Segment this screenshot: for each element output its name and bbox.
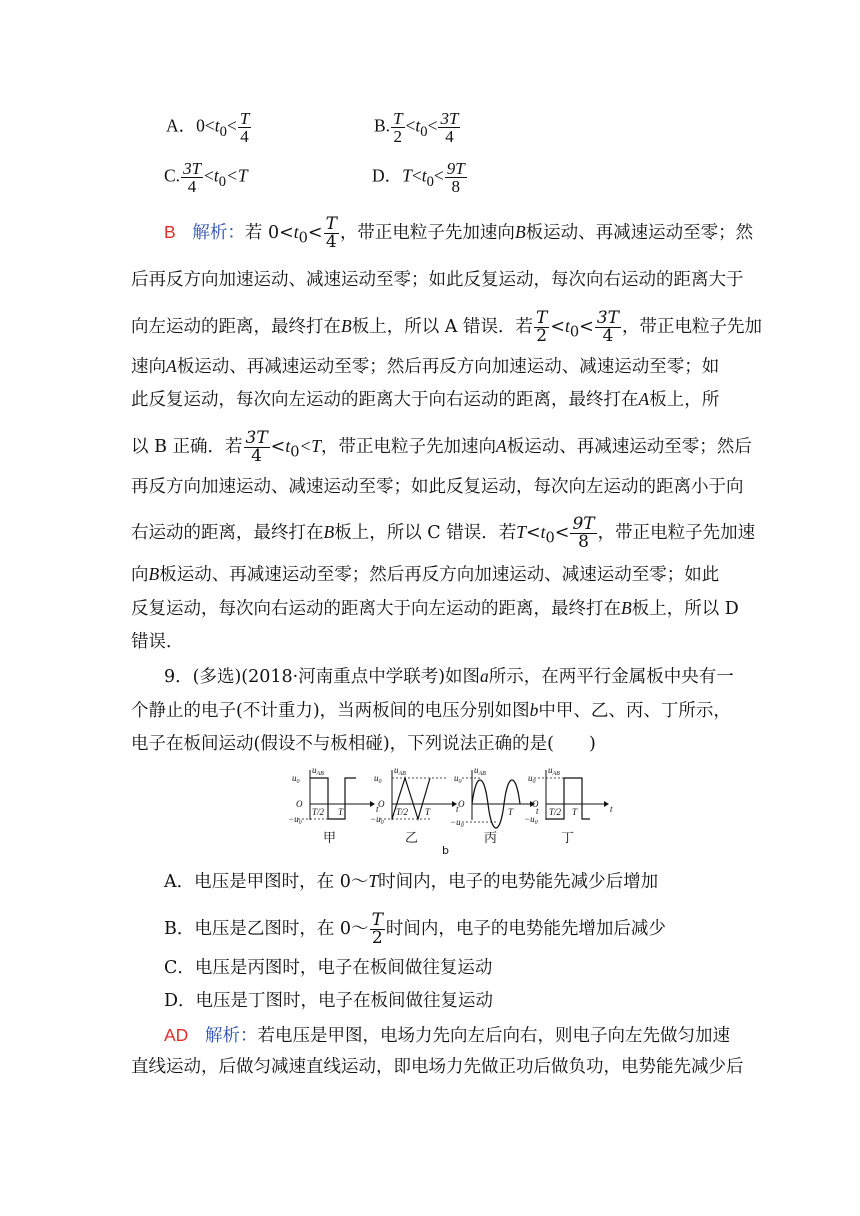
svg-text:O: O [296, 799, 303, 809]
svg-text:O: O [458, 799, 465, 809]
analysis9-line-2: 直线运动，后做匀减速直线运动，即电场力先做正功后做负功，电势能先减少后 [131, 1057, 744, 1077]
svg-text:u0: $u_0$ [528, 773, 536, 785]
svg-text:T: T [425, 807, 431, 817]
fraction: $\frac{3T}{4}$ [245, 428, 268, 466]
svg-text:t: t [610, 804, 613, 814]
svg-text:T: T [572, 807, 578, 817]
svg-text:u0: $u_0$ [292, 773, 300, 785]
svg-text:T/2: T/2 [312, 807, 325, 817]
q9-option-c: C．电压是丙图时，电子在板间做往复运动 [164, 958, 493, 978]
analysis-line-1: B 解析：若 $0<t_0<$ $\frac{T}{4}$ ，带正电粒子先加速向B板运动、再减速运动至零；然 [164, 214, 754, 252]
svg-text:u0: $u_0$ [374, 773, 382, 785]
fraction: $\frac{T}{4}$ [325, 214, 337, 252]
figure-caption: b [442, 844, 449, 857]
svg-text:T/2: T/2 [549, 807, 562, 817]
analysis-label-q9: 解析： [205, 1026, 258, 1046]
fraction: $\frac{T}{2}$ [535, 308, 548, 346]
fraction: $\frac{3T}{4}$ [596, 308, 619, 346]
analysis-line-7: 再反方向加速运动、减速运动至零；如此反复运动，每次向左运动的距离小于向 [131, 477, 744, 497]
svg-text:uAB: $u_{AB}$ [312, 765, 324, 777]
svg-text:t: t [456, 804, 459, 814]
q9-option-d: D．电压是丁图时，电子在板间做往复运动 [164, 991, 494, 1011]
graph-jia [288, 765, 379, 826]
analysis-line-4: 速向A板运动、再减速运动至零；然后再反方向加速运动、减速运动至零；如 [131, 356, 720, 377]
question-9-line-1: 9．(多选)(2018·河南重点中学联考)如图a所示，在两平行金属板中央有一 [164, 666, 734, 687]
svg-text:uAB: $u_{AB}$ [548, 765, 560, 777]
analysis-line-2: 后再反方向加速运动、减速运动至零；如此反复运动，每次向右运动的距离大于 [131, 270, 744, 290]
analysis-line-9: 向B板运动、再减速运动至零；然后再反方向加速运动、减速运动至零；如此 [131, 564, 720, 585]
q9-option-a: A．电压是甲图时，在 0～T时间内，电子的电势能先减少后增加 [164, 871, 659, 892]
analysis-line-5: 此反复运动，每次向左运动的距离大于向右运动的距离，最终打在A板上，所 [131, 389, 720, 410]
analysis-line-11: 错误． [131, 632, 184, 652]
svg-text:−u0: $-u_0$ [524, 814, 538, 826]
graph-label-jia: 甲 [323, 831, 337, 846]
analysis-line-10: 反复运动，每次向右运动的距离大于向左运动的距离，最终打在B板上，所以 D [131, 598, 739, 619]
fraction: $\frac{T}{2}$ [371, 910, 383, 948]
svg-text:O: O [532, 799, 539, 809]
svg-text:T/2: T/2 [396, 807, 409, 817]
analysis-line-3: 向左运动的距离，最终打在B板上，所以 A 错误．若 $\frac{T}{2}$ $<t_0<$ $\frac{3T}{4}$ ，带正电粒子先加 [131, 308, 762, 346]
svg-text:T: T [508, 807, 514, 817]
graph-yi [370, 765, 459, 826]
analysis-line-8: 右运动的距离，最终打在B板上，所以 C 错误．若$T<t_0<$ $\frac{9T}{8}$ ，带正电粒子先加速 [131, 514, 756, 552]
option-b: B. $\frac{T}{2}$ $<t_0<$ $\frac{3T}{4}$ [374, 109, 459, 146]
q9-option-b: B．电压是乙图时，在 0～ $\frac{T}{2}$ 时间内，电子的电势能先增加后减少 [164, 910, 666, 948]
graph-ding [524, 765, 613, 826]
fraction: $\frac{9T}{8}$ [572, 514, 595, 552]
graph-label-yi: 乙 [405, 831, 419, 846]
option-c: C. $\frac{3T}{4}$ $<t_0<T$ [164, 159, 248, 196]
fraction: $\frac{T}{4}$ [239, 109, 250, 146]
graph-label-bing: 丙 [484, 831, 498, 846]
fraction: $\frac{T}{2}$ [393, 109, 403, 146]
answer-badge: B [164, 222, 176, 242]
question-9-line-3: 电子在板间运动(假设不与板相碰)，下列说法正确的是( ) [131, 734, 596, 754]
graph-label-ding: 丁 [561, 831, 575, 846]
svg-text:uAB: $u_{AB}$ [474, 765, 486, 777]
svg-text:u0: $u_0$ [454, 773, 462, 785]
svg-text:−u0: $-u_0$ [450, 817, 464, 829]
svg-text:t: t [536, 806, 539, 816]
svg-text:−u0: $-u_0$ [370, 814, 384, 826]
figure-b [288, 764, 613, 860]
svg-text:t: t [376, 804, 379, 814]
svg-text:T: T [338, 807, 344, 817]
question-9-line-2: 个静止的电子(不计重力)，当两板间的电压分别如图b中甲、乙、丙、丁所示， [131, 700, 731, 721]
svg-text:O: O [378, 799, 385, 809]
svg-text:−u0: $-u_0$ [288, 814, 302, 826]
analysis-label: 解析： [192, 223, 245, 243]
fraction: $\frac{3T}{4}$ [440, 109, 459, 146]
analysis-line-6: 以 B 正确．若 $\frac{3T}{4}$ $<t_0<T$，带正电粒子先加速向A板运动、再减速运动至零；然后 [131, 428, 752, 466]
svg-text:uAB: $u_{AB}$ [394, 765, 406, 777]
option-a: A．$0<t_0<$ $\frac{T}{4}$ [166, 109, 250, 146]
fraction: $\frac{9T}{8}$ [446, 159, 465, 196]
option-d: D．$T<t_0<$ $\frac{9T}{8}$ [372, 159, 465, 196]
answer-badge-q9: AD [164, 1025, 189, 1045]
fraction: $\frac{3T}{4}$ [183, 159, 202, 196]
analysis9-line-1: AD 解析：若电压是甲图，电场力先向左后向右，则电子向左先做匀加速 [164, 1025, 731, 1046]
